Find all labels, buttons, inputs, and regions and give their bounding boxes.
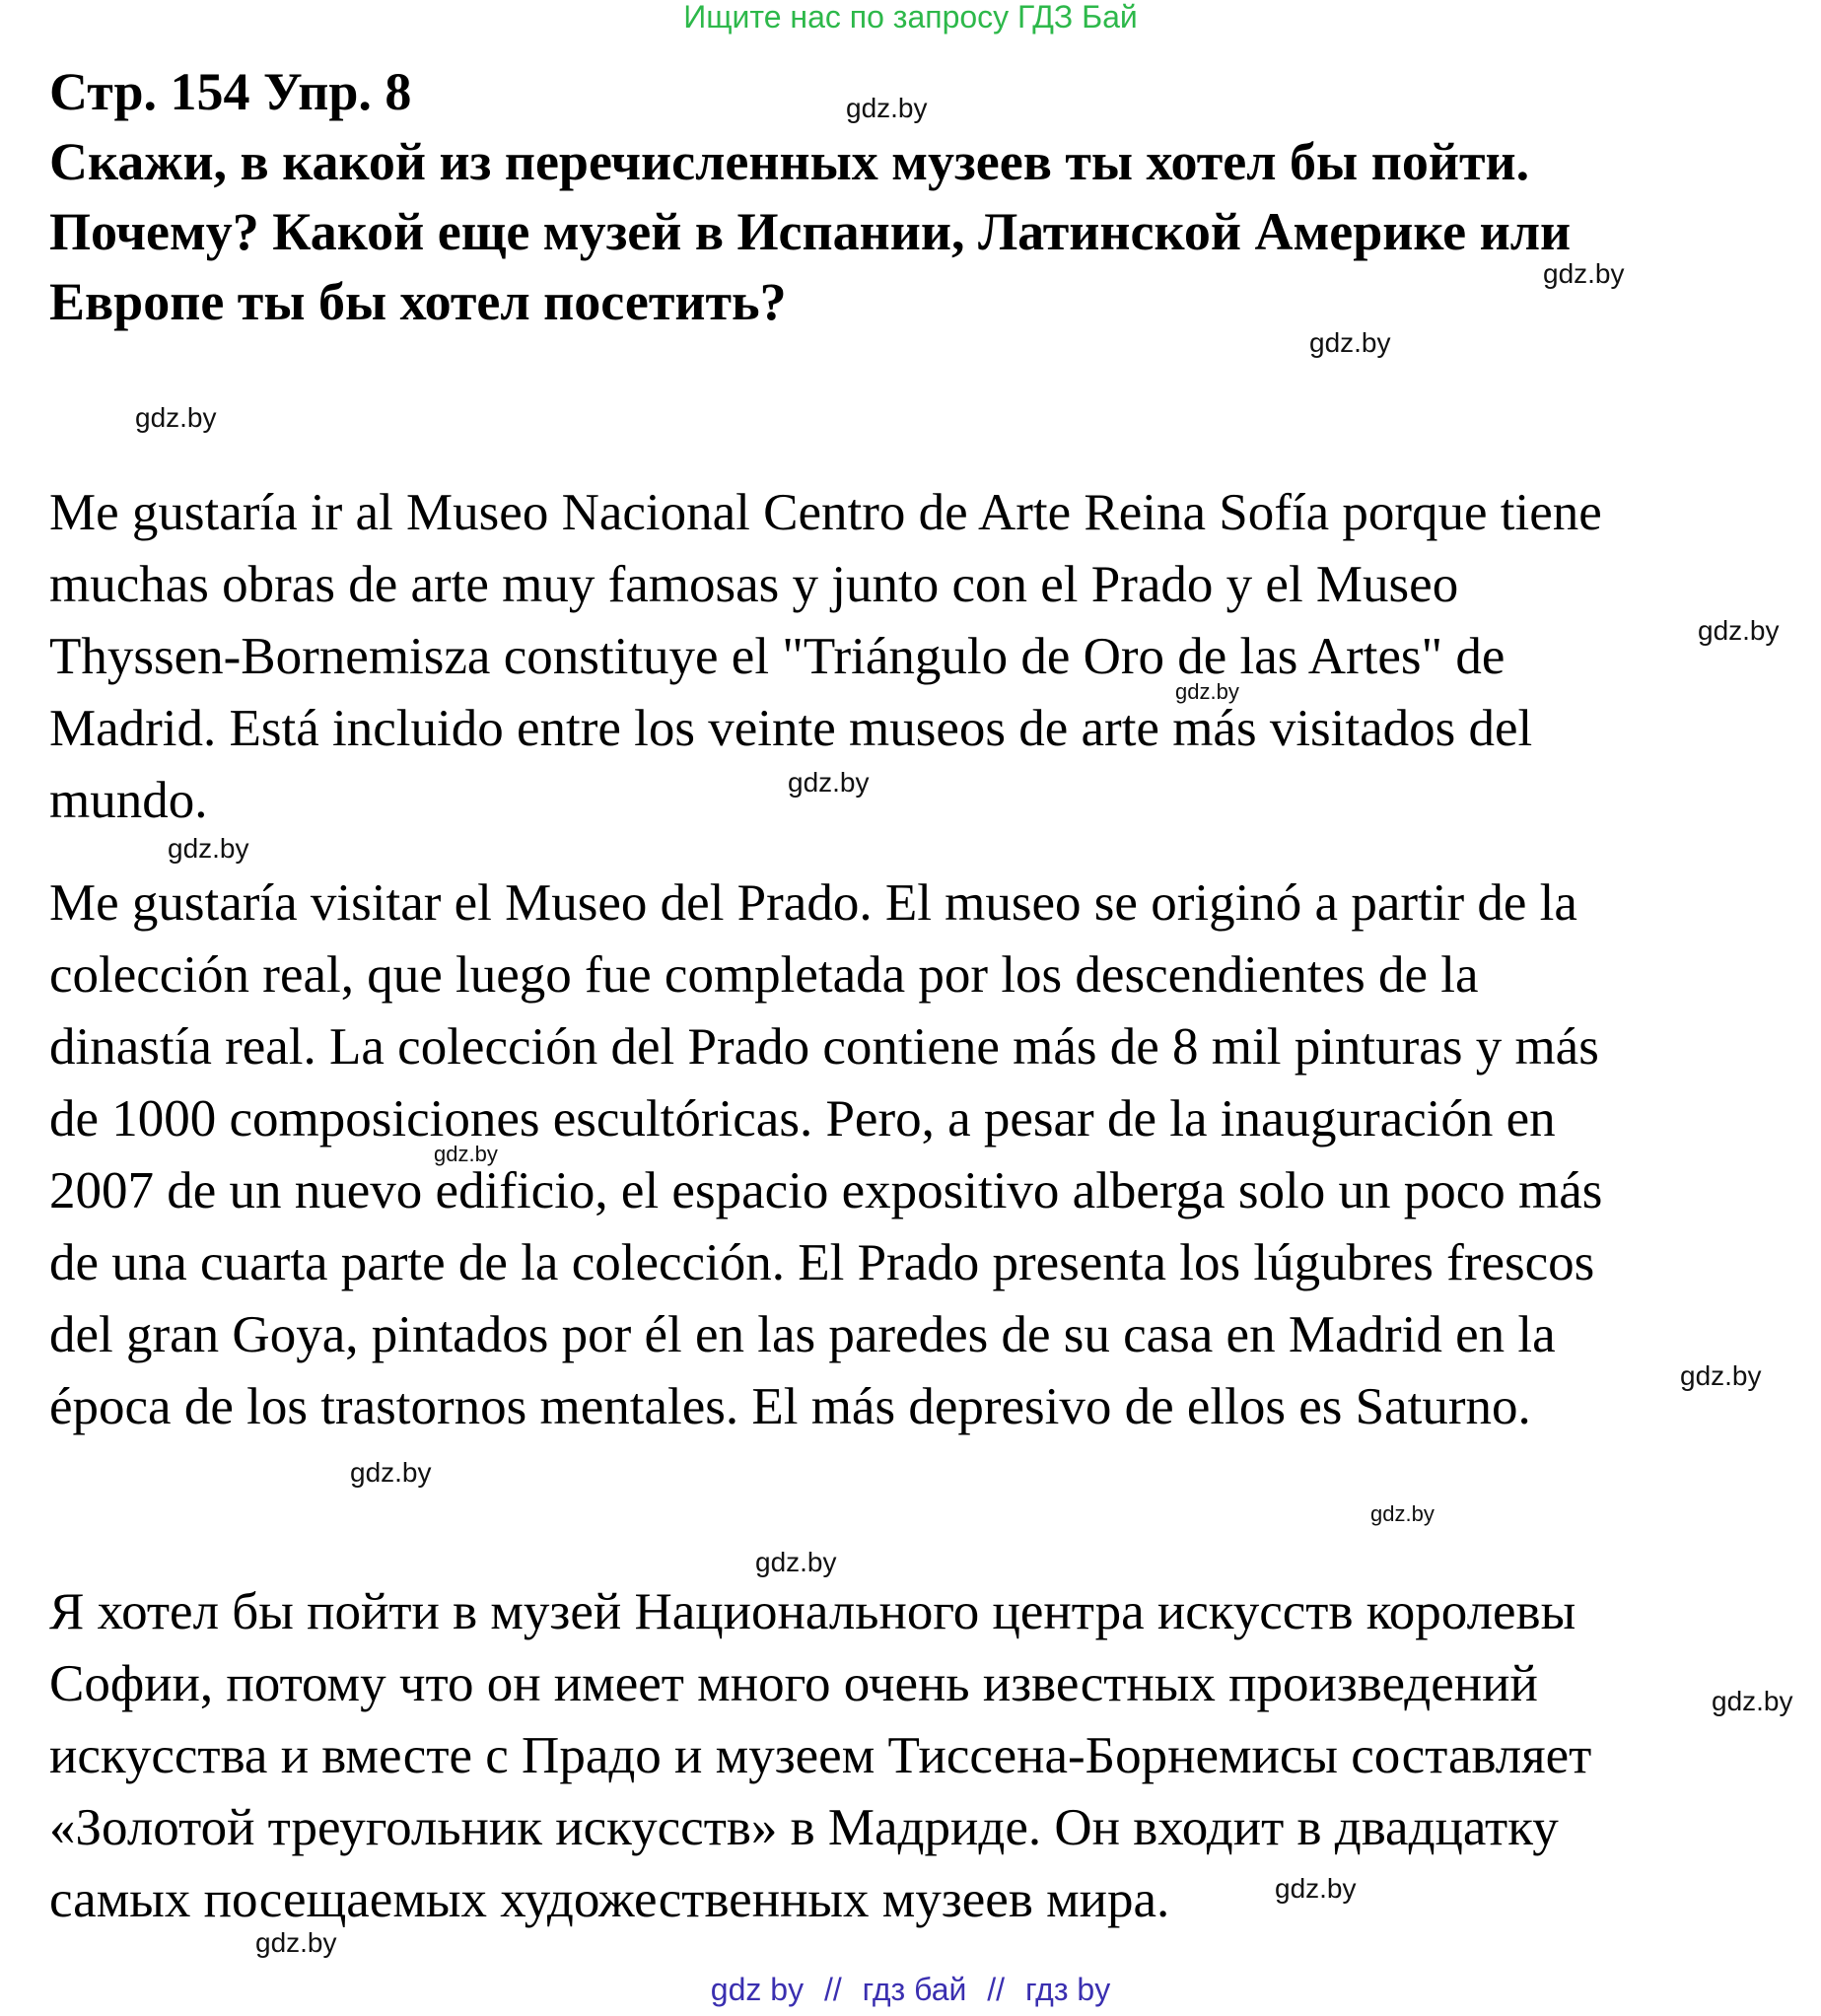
answer-es-2-line-8: época de los trastornos mentales. El más depresivo de ellos es Saturno. <box>49 1378 1531 1435</box>
task-line-2: Почему? Какой еще музей в Испании, Латинской Америке или <box>49 202 1572 261</box>
search-hint-banner[interactable]: Ищите нас по запросу ГДЗ Бай <box>683 0 1138 35</box>
watermark: gdz.by <box>135 402 217 433</box>
watermark: gdz.by <box>255 1927 337 1958</box>
answer-es-2-line-3: dinastía real. La colección del Prado contiene más de 8 mil pinturas y más <box>49 1018 1599 1076</box>
footer-link-gdz-by-cyr[interactable]: гдз by <box>1024 1972 1111 2007</box>
answer-ru-line-2: Софии, потому что он имеет много очень известных произведений <box>49 1655 1538 1712</box>
watermark: gdz.by <box>1680 1360 1762 1391</box>
footer-separator: // <box>823 1972 842 2007</box>
watermark: gdz.by <box>1370 1501 1435 1526</box>
answer-es-2-line-1: Me gustaría visitar el Museo del Prado. El museo se originó a partir de la <box>49 874 1577 932</box>
answer-es-2-line-7: del gran Goya, pintados por él en las paredes de su casa en Madrid en la <box>49 1306 1556 1363</box>
answer-es-1-line-5: mundo. <box>49 772 208 829</box>
footer-links <box>0 1972 1821 2008</box>
watermark: gdz.by <box>1175 679 1239 704</box>
answer-ru-line-3: искусства и вместе с Прадо и музеем Тиссена-Борнемисы составляет <box>49 1727 1592 1784</box>
watermark: gdz.by <box>1309 327 1391 358</box>
watermark: gdz.by <box>788 767 870 798</box>
answer-es-2-line-6: de una cuarta parte de la colección. El Prado presenta los lúgubres frescos <box>49 1234 1595 1291</box>
footer-separator: // <box>987 1972 1006 2007</box>
answer-es-1-line-2: muchas obras de arte muy famosas y junto con el Prado y el Museo <box>49 556 1459 613</box>
answer-es-1-line-4: Madrid. Está incluido entre los veinte museos de arte más visitados del <box>49 700 1533 757</box>
watermark: gdz.by <box>1712 1686 1793 1716</box>
footer-link-gdz-bai[interactable]: гдз бай <box>862 1972 967 2007</box>
answer-ru-line-5: самых посещаемых художественных музеев мира. <box>49 1871 1170 1928</box>
answer-es-1-line-1: Me gustaría ir al Museo Nacional Centro de Arte Reina Sofía porque tiene <box>49 484 1602 541</box>
watermark: gdz.by <box>350 1457 432 1488</box>
watermark: gdz.by <box>1543 258 1625 289</box>
watermark: gdz.by <box>1698 615 1780 646</box>
footer-link-gdz-by[interactable]: gdz by <box>710 1972 805 2007</box>
watermark: gdz.by <box>1275 1873 1357 1904</box>
watermark: gdz.by <box>755 1547 837 1577</box>
watermark: gdz.by <box>846 93 928 123</box>
answer-es-2-line-5: 2007 de un nuevo edificio, el espacio expositivo alberga solo un poco más <box>49 1162 1603 1219</box>
exercise-title: Стр. 154 Упр. 8 <box>49 62 412 121</box>
answer-es-2-line-4: de 1000 composiciones escultóricas. Pero, a pesar de la inauguración en <box>49 1090 1556 1147</box>
task-line-3: Европе ты бы хотел посетить? <box>49 272 787 331</box>
answer-es-1-line-3: Thyssen-Bornemisza constituye el "Triángulo de Oro de las Artes" de <box>49 628 1506 685</box>
answer-ru-line-1: Я хотел бы пойти в музей Национального центра искусств королевы <box>49 1583 1576 1640</box>
task-line-1: Скажи, в какой из перечисленных музеев ты хотел бы пойти. <box>49 132 1530 191</box>
watermark: gdz.by <box>434 1142 498 1166</box>
answer-es-2-line-2: colección real, que luego fue completada por los descendientes de la <box>49 946 1479 1004</box>
watermark: gdz.by <box>168 833 249 864</box>
answer-ru-line-4: «Золотой треугольник искусств» в Мадриде. Он входит в двадцатку <box>49 1799 1559 1856</box>
